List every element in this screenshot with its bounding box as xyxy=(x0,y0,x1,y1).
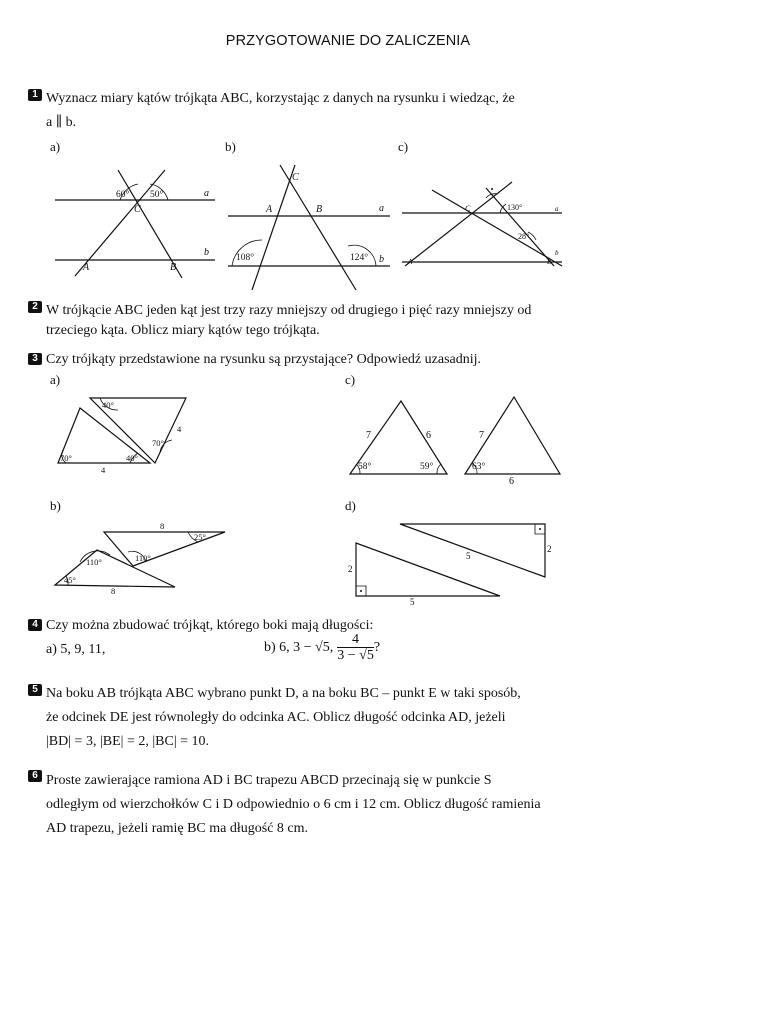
problem-2-line-2: trzeciego kąta. Oblicz miary kątów tego trójkąta. xyxy=(46,323,320,338)
fig1a-label-A: A xyxy=(83,262,90,273)
problem-1-line-2: a ∥ b. xyxy=(46,115,77,130)
fig3a-side-4-bottom: 4 xyxy=(101,465,106,475)
fig3a-angle-70-right: 70° xyxy=(152,438,164,448)
fig3c-angle-63: 63° xyxy=(472,462,486,472)
problem-1-label-a: a) xyxy=(50,139,61,154)
problem-2-number: 2 xyxy=(28,301,42,313)
fig1c-angle-130: 130° xyxy=(507,203,523,212)
fig3d-side-2-left: 2 xyxy=(348,564,353,574)
fig3c-side-6-right: 6 xyxy=(509,476,514,487)
fig1a-angle-50: 50° xyxy=(150,190,164,200)
problem-6-line-2: odległym od wierzchołków C i D odpowiednio o 6 cm i 12 cm. Oblicz długość ramienia xyxy=(46,797,541,812)
figure-3c xyxy=(350,397,560,474)
figure-1a xyxy=(55,170,215,278)
problem-1-label-c: c) xyxy=(398,139,409,154)
problem-6-number: 6 xyxy=(28,770,42,782)
figure-1b xyxy=(228,165,390,290)
fig1c-angle-28: 28° xyxy=(518,232,530,241)
fig3d-side-2-right: 2 xyxy=(547,544,552,554)
problem-3-label-a: a) xyxy=(50,372,61,387)
page-title: PRZYGOTOWANIE DO ZALICZENIA xyxy=(225,33,471,49)
fig1c-label-A: A xyxy=(408,258,413,266)
problem-6-line-3: AD trapezu, jeżeli ramię BC ma długość 8 cm. xyxy=(46,821,309,836)
figure-1c xyxy=(402,182,562,266)
fig3c-side-7-left: 7 xyxy=(366,430,371,441)
problem-4-number: 4 xyxy=(28,619,42,631)
fig3a-angle-40-top: 40° xyxy=(102,400,114,410)
fig1a-label-C: C xyxy=(134,204,141,215)
fraction-numerator: 4 xyxy=(337,633,374,648)
problem-4-option-a: a) 5, 9, 11, xyxy=(46,642,106,657)
problem-3-label-b: b) xyxy=(50,498,61,513)
problem-3-label-d: d) xyxy=(345,498,356,513)
fig1c-label-b: b xyxy=(555,249,559,257)
fig3b-side-8-bottom: 8 xyxy=(111,586,116,596)
figure-3d xyxy=(356,524,545,596)
problem-4-option-b xyxy=(264,631,380,665)
fig1c-label-a: a xyxy=(555,205,559,213)
fig1c-label-C: C xyxy=(465,204,471,213)
problem-4-option-b-prefix: b) 6, 3 − √5, xyxy=(264,640,334,655)
problem-4-line-1: Czy można zbudować trójkąt, którego boki mają długości: xyxy=(46,618,374,633)
fig1b-label-A: A xyxy=(266,204,273,215)
fig3d-side-5-bottom: 5 xyxy=(410,597,415,607)
problem-6-line-1: Proste zawierające ramiona AD i BC trapezu ABCD przecinają się w punkcie S xyxy=(46,773,492,788)
fig1a-label-b: b xyxy=(204,247,209,258)
problem-4-fraction xyxy=(337,633,374,664)
fig3a-angle-70-left: 70° xyxy=(60,453,72,463)
problem-3-number: 3 xyxy=(28,353,42,365)
fig1b-angle-124: 124° xyxy=(350,253,369,263)
fig1b-label-a: a xyxy=(379,203,384,214)
fig1a-label-B: B xyxy=(170,262,177,273)
fig3b-angle-45: 45° xyxy=(64,575,76,585)
fig3b-side-8-top: 8 xyxy=(160,521,165,531)
problem-5-line-3: |BD| = 3, |BE| = 2, |BC| = 10. xyxy=(46,734,210,749)
fig3c-angle-59: 59° xyxy=(420,462,434,472)
fraction-denominator: 3 − √5 xyxy=(337,647,374,663)
fig3c-side-6-left: 6 xyxy=(426,430,431,441)
problem-3-line-1: Czy trójkąty przedstawione na rysunku są przystające? Odpowiedź uzasadnij. xyxy=(46,352,482,367)
fig1a-angle-60: 60° xyxy=(116,190,130,200)
problem-1-label-b: b) xyxy=(225,139,236,154)
fig3b-angle-25: 25° xyxy=(194,532,206,542)
fig3d-side-5-hyp: 5 xyxy=(466,551,471,561)
fig1b-label-b: b xyxy=(379,254,384,265)
fig3b-angle-110-bottom: 110° xyxy=(86,557,102,567)
fig3a-angle-40-bottom: 40° xyxy=(126,453,138,463)
problem-5-line-2: że odcinek DE jest równoległy do odcinka AC. Oblicz długość odcinka AD, jeżeli xyxy=(46,710,506,725)
problem-3-label-c: c) xyxy=(345,372,356,387)
fig1b-angle-108: 108° xyxy=(236,253,255,263)
fig1c-label-B: B xyxy=(547,258,552,266)
fig3c-angle-58: 58° xyxy=(358,462,372,472)
fig3c-side-7-right: 7 xyxy=(479,430,484,441)
problem-1-number: 1 xyxy=(28,89,42,101)
problem-1-line-1: Wyznacz miary kątów trójkąta ABC, korzystając z danych na rysunku i wiedząc, że xyxy=(46,91,515,106)
problem-2-line-1: W trójkącie ABC jeden kąt jest trzy razy mniejszy od drugiego i pięć razy mniejszy od xyxy=(46,303,532,318)
fig1a-label-a: a xyxy=(204,188,209,199)
fig1b-label-C: C xyxy=(292,172,299,183)
fig1b-label-B: B xyxy=(316,204,323,215)
fig3a-side-4-right: 4 xyxy=(177,424,182,434)
fig3b-angle-110-top: 110° xyxy=(135,553,151,563)
problem-4-option-b-suffix: ? xyxy=(373,640,381,655)
problem-5-number: 5 xyxy=(28,684,42,696)
problem-5-line-1: Na boku AB trójkąta ABC wybrano punkt D, a na boku BC – punkt E w taki sposób, xyxy=(46,686,521,701)
figure-3a xyxy=(58,398,186,463)
